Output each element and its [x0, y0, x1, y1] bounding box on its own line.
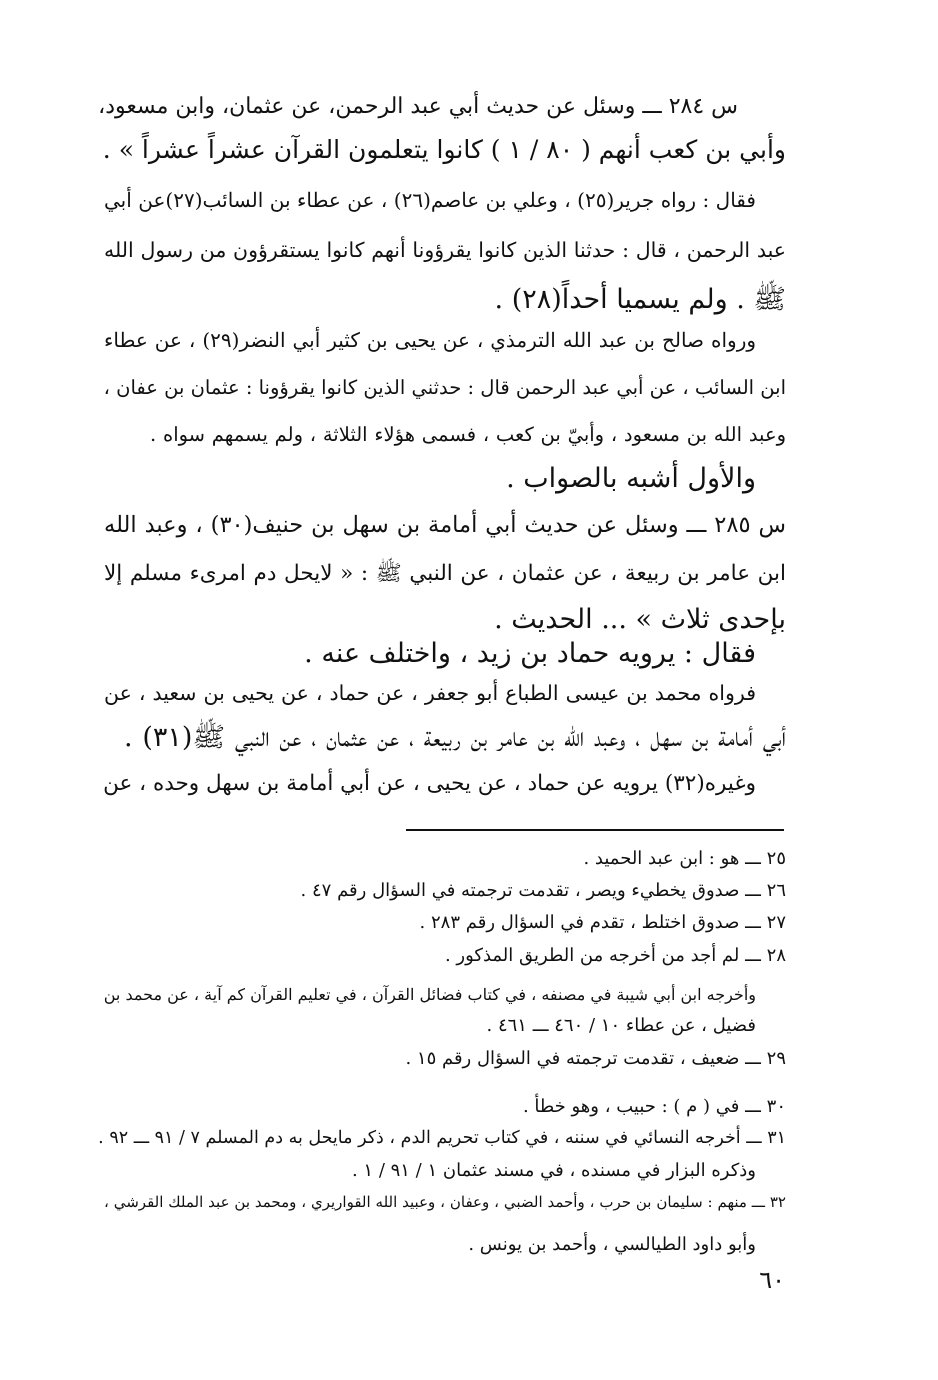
footnote-31-cont: وذكره البزار في مسنده ، في مسند عثمان ١ / ٩١ / ١ . [351, 1160, 756, 1181]
footnote-28-cont-2: فضيل ، عن عطاء ١٠ / ٤٦٠ ـــ ٤٦١ . [486, 1015, 756, 1036]
footnote-26: ٢٦ ـــ صدوق يخطيء ويصر ، تقدمت ترجمته في السؤال رقم ٤٧ . [300, 880, 786, 901]
footnote-27: ٢٧ ـــ صدوق اختلط ، تقدم في السؤال رقم ٢٨٣ . [419, 912, 786, 933]
footnote-28-cont-1: وأخرجه ابن أبي شيبة في مصنفه ، في كتاب فضائل القرآن ، في تعليم القرآن كم آية ، عن محمد بن [103, 985, 756, 1004]
footnote-29: ٢٩ ـــ ضعيف ، تقدمت ترجمته في السؤال رقم ١٥ . [405, 1048, 786, 1069]
answer-285: فقال : يرويه حماد بن زيد ، واختلف عنه . [304, 638, 756, 669]
narration-284-line-2: ابن السائب ، عن أبي عبد الرحمن قال : حدثني الذين كانوا يقرؤونا : عثمان بن عفان ، [103, 376, 786, 399]
footnote-separator [406, 829, 784, 831]
footnote-30: ٣٠ ـــ في ( م ) : حبيب ، وهو خطأ . [522, 1096, 786, 1117]
question-285-line-3: بإحدى ثلاث » ... الحديث . [494, 604, 786, 635]
answer-284-line-3: ﷺ . ولم يسميا أحداً(٢٨) . [494, 284, 786, 315]
narration-285-line-3: وغيره(٣٢) يرويه عن حماد ، عن يحيى ، عن أبي أمامة بن سهل وحده ، عن [103, 771, 756, 796]
narration-284-line-3: وعبد الله بن مسعود ، وأبيّ بن كعب ، فسمى هؤلاء الثلاثة ، ولم يسمهم سواه . [150, 423, 786, 446]
question-284-line-1: س ٢٨٤ ـــ وسئل عن حديث أبي عبد الرحمن، عن عثمان، وابن مسعود، [98, 94, 738, 119]
footnote-32: ٣٢ ـــ منهم : سليمان بن حرب ، وأحمد الضبي ، وعفان ، وعبيد الله القواريري ، ومحمد بن عبد الملك القرشي ، [104, 1193, 786, 1211]
narration-285-line-2: أبي أمامة بن سهل ، وعبد الله بن عامر بن ربيعة ، عن عثمان ، عن النبي ﷺ(٣١) . [124, 722, 786, 753]
footnote-28: ٢٨ ـــ لم أجد من أخرجه من الطريق المذكور . [444, 945, 786, 966]
question-285-line-1: س ٢٨٥ ـــ وسئل عن حديث أبي أمامة بن سهل بن حنيف(٣٠) ، وعبد الله [104, 512, 786, 538]
answer-284-line-2: عبد الرحمن ، قال : حدثنا الذين كانوا يقرؤونا أنهم كانوا يستقرؤون من رسول الله [104, 238, 786, 262]
footnote-31: ٣١ ـــ أخرجه النسائي في سننه ، في كتاب تحريم الدم ، ذكر مايحل به دم المسلم ٧ / ٩١ ـــ ٩٢ . [98, 1128, 786, 1148]
question-285-line-2: ابن عامر بن ربيعة ، عن عثمان ، عن النبي ﷺ : « لايحل دم امرىء مسلم إلا [104, 561, 786, 586]
footnote-32-cont: وأبو داود الطيالسي ، وأحمد بن يونس . [468, 1234, 756, 1255]
footnote-25: ٢٥ ـــ هو : ابن عبد الحميد . [583, 848, 786, 869]
narration-284-line-1: ورواه صالح بن عبد الله الترمذي ، عن يحيى بن كثير أبي النضر(٢٩) ، عن عطاء [104, 328, 757, 352]
page-number: ٦٠ [759, 1266, 785, 1294]
answer-284-line-1: فقال : رواه جرير(٢٥) ، وعلي بن عاصم(٢٦) ، عن عطاء بن السائب(٢٧)عن أبي [104, 188, 756, 212]
narration-285-line-1: فرواه محمد بن عيسى الطباع أبو جعفر ، عن حماد ، عن يحيى بن سعيد ، عن [104, 681, 756, 705]
question-284-line-2: وأبي بن كعب أنهم ( ٨٠ / ١ ) كانوا يتعلمون القرآن عشراً عشراً » . [102, 135, 786, 164]
conclusion-284: والأول أشبه بالصواب . [506, 463, 756, 494]
